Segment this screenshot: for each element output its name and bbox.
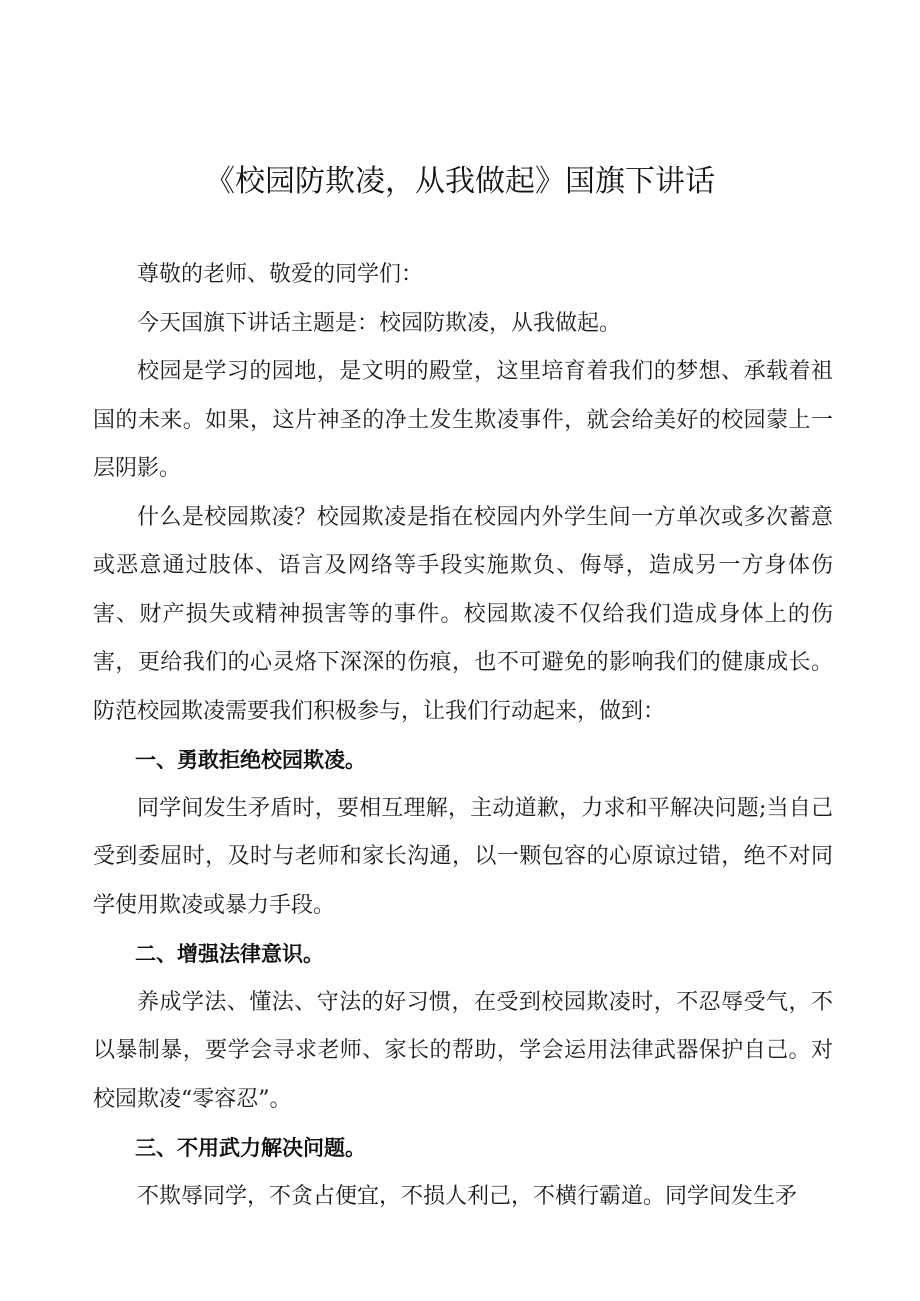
section-heading-2: 二、增强法律意识。 [135,942,324,966]
paragraph-section-3: 不欺辱同学，不贪占便宜，不损人利己，不横行霸道。同学间发生矛 [137,1183,798,1209]
paragraph-theme: 今天国旗下讲话主题是：校园防欺凌，从我做起。 [137,310,622,336]
document-body [93,251,833,1221]
section-heading-1: 一、勇敢拒绝校园欺凌。 [135,748,366,772]
paragraph-definition: 什么是校园欺凌？校园欺凌是指在校园内外学生间一方单次或多次蓄意或恶意通过肢体、语言及网络等手段实施欺负、侮辱，造成另一方身体伤害、财产损失或精神损害等的事件。校园欺凌不仅给我们造成身体上的伤害，更给我们的心灵烙下深深的伤痕，也不可避免的影响我们的健康成长。防范校园欺凌需要我们积极参与，让我们行动起来，做到： [93,504,833,724]
document-title: 《校园防欺凌，从我做起》国旗下讲话 [205,164,715,199]
section-heading-3: 三、不用武力解决问题。 [135,1136,366,1160]
paragraph-section-2: 养成学法、懂法、守法的好习惯，在受到校园欺凌时，不忍辱受气，不以暴制暴，要学会寻求老师、家长的帮助，学会运用法律武器保护自己。对校园欺凌“零容忍”。 [93,989,833,1112]
paragraph-campus: 校园是学习的园地，是文明的殿堂，这里培育着我们的梦想、承载着祖国的未来。如果，这片神圣的净土发生欺凌事件，就会给美好的校园蒙上一层阴影。 [93,359,833,481]
paragraph-section-1: 同学间发生矛盾时，要相互理解，主动道歉，力求和平解决问题;当自己受到委屈时，及时与老师和家长沟通，以一颗包容的心原谅过错，绝不对同学使用欺凌或暴力手段。 [93,795,833,918]
salutation: 尊敬的老师、敬爱的同学们： [137,262,424,287]
